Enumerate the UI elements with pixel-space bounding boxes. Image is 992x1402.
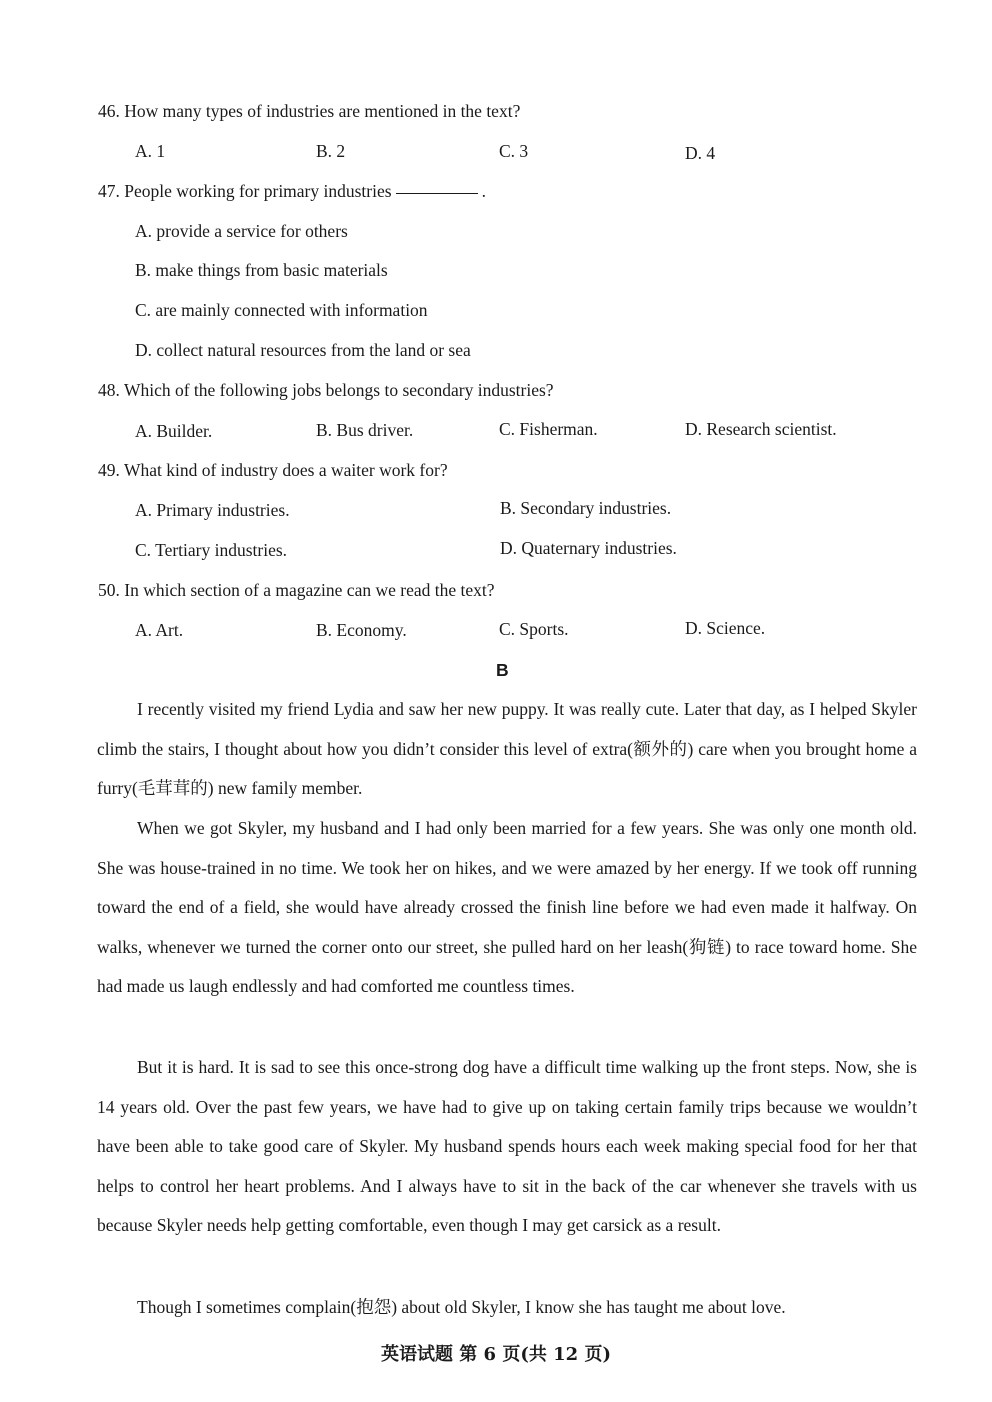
section-heading: B: [496, 660, 509, 680]
question-text: How many types of industries are mentioned in the text?: [124, 101, 521, 121]
option-46-b: B. 2: [316, 141, 346, 161]
option-49-a: A. Primary industries.: [135, 500, 290, 520]
passage-paragraph-1: I recently visited my friend Lydia and saw her new puppy. It was really cute. Later that day, as I helped Skyler climb the stairs, I thought about how you didn’t consider this level of extra(额外的) care when you brought home a furry(毛茸茸的) new family member.: [97, 699, 917, 799]
option-47-c: C. are mainly connected with information: [135, 300, 428, 320]
option-50-b: B. Economy.: [316, 620, 407, 640]
option-47-b: B. make things from basic materials: [135, 260, 388, 280]
option-47-d: D. collect natural resources from the land or sea: [135, 340, 471, 360]
question-number: 47.: [98, 181, 120, 201]
question-48: [98, 382, 554, 400]
question-text: Which of the following jobs belongs to secondary industries?: [123, 380, 554, 400]
option-50-c: C. Sports.: [499, 619, 569, 639]
passage-paragraph-4: Though I sometimes complain(抱怨) about old Skyler, I know she has taught me about love.: [137, 1297, 786, 1317]
question-number: 50.: [98, 580, 120, 600]
answer-blank: [396, 193, 478, 194]
option-50-a: A. Art.: [135, 620, 184, 640]
question-46: [98, 103, 520, 121]
question-text-end: .: [481, 181, 486, 201]
question-50: [98, 582, 495, 600]
option-46-c: C. 3: [499, 141, 529, 161]
question-number: 48.: [98, 380, 120, 400]
question-number: 46.: [98, 101, 120, 121]
option-49-b: B. Secondary industries.: [500, 498, 672, 518]
option-48-c: C. Fisherman.: [499, 419, 598, 439]
option-50-d: D. Science.: [685, 618, 766, 638]
option-47-a: A. provide a service for others: [135, 221, 348, 241]
question-text: What kind of industry does a waiter work for?: [123, 460, 448, 480]
option-48-a: A. Builder.: [135, 421, 213, 441]
option-46-a: A. 1: [135, 141, 166, 161]
option-49-c: C. Tertiary industries.: [135, 540, 288, 560]
passage-paragraph-2: When we got Skyler, my husband and I had only been married for a few years. She was only one month old. She was house-trained in no time. We took her on hikes, and we were amazed by her energy. If we took off running toward the end of a field, she would have already crossed the finish line before we had even made it halfway. On walks, whenever we turned the corner onto our street, she pulled hard on her leash(狗链) to race toward home. She had made us laugh endlessly and had comforted me countless times.: [97, 818, 917, 997]
option-46-d: D. 4: [685, 143, 716, 163]
page-footer: 英语试题 第 6 页(共 12 页): [381, 1344, 611, 1365]
question-47: [98, 183, 486, 201]
question-49: [98, 462, 448, 480]
passage-paragraph-3: But it is hard. It is sad to see this once-strong dog have a difficult time walking up the front steps. Now, she is 14 years old. Over the past few years, we have had to give up on taking certain family trips because we wouldn’t have been able to take good care of Skyler. My husband spends hours each week making special food for her that helps to control her heart problems. And I always have to sit in the back of the car whenever she travels with us because Skyler needs help getting comfortable, even though I may get carsick as a result.: [97, 1057, 917, 1236]
option-48-b: B. Bus driver.: [316, 420, 414, 440]
question-number: 49.: [98, 460, 120, 480]
option-48-d: D. Research scientist.: [685, 419, 837, 439]
question-text: People working for primary industries: [124, 181, 392, 201]
question-text: In which section of a magazine can we read the text?: [124, 580, 495, 600]
option-49-d: D. Quaternary industries.: [500, 538, 677, 558]
